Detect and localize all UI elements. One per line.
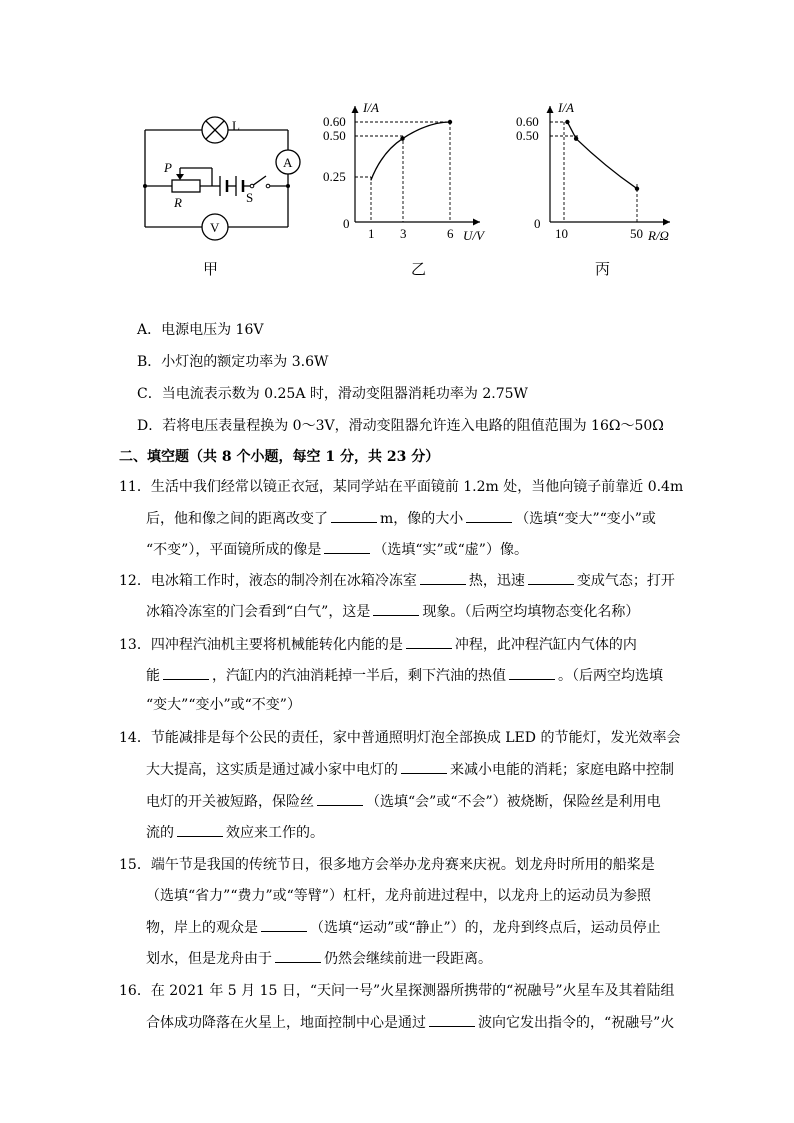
origin-label: 0 bbox=[343, 216, 350, 231]
answer-blank[interactable] bbox=[429, 1012, 475, 1027]
x-axis-label: R/Ω bbox=[648, 228, 669, 243]
data-point bbox=[635, 186, 639, 190]
y-tick-050: 0.50 bbox=[323, 128, 346, 143]
graph-yi bbox=[315, 98, 505, 248]
answer-blank[interactable] bbox=[406, 634, 452, 649]
ammeter-label: A bbox=[283, 155, 293, 170]
q16-line1: 16．在 2021 年 5 月 15 日，“天问一号”火星探测器所携带的“祝融号”火星车及其着陆组 bbox=[119, 983, 675, 999]
switch-label: S bbox=[246, 190, 254, 205]
q13-line2: 能 ，汽缸内的汽油消耗掉一半后，剩下汽油的热值 。（后两空均选填 bbox=[146, 665, 663, 686]
data-point bbox=[574, 136, 578, 140]
iu-curve bbox=[371, 122, 450, 180]
q14-line1: 14．节能减排是每个公民的责任，家中普通照明灯泡全部换成 LED 的节能灯，发光效率会 bbox=[119, 730, 681, 746]
answer-blank[interactable] bbox=[163, 665, 209, 680]
x-tick-6: 6 bbox=[447, 226, 454, 241]
x-axis-label: U/V bbox=[463, 228, 484, 243]
q15-line1: 15．端午节是我国的传统节日，很多地方会举办龙舟赛来庆祝。划龙舟时所用的船桨是 bbox=[119, 857, 655, 873]
data-point bbox=[400, 136, 404, 140]
y-axis-label: I/A bbox=[558, 100, 574, 115]
circuit-diagram bbox=[140, 110, 305, 245]
origin-label: 0 bbox=[534, 216, 541, 231]
ir-points bbox=[565, 120, 639, 191]
figure-caption-yi: 乙 bbox=[411, 260, 427, 278]
q16-line2: 合体成功降落在火星上，地面控制中心是通过 波向它发出指令的，“祝融号”火 bbox=[146, 1012, 674, 1033]
q14-line4: 流的 效应来工作的。 bbox=[146, 822, 324, 843]
q15-line4: 划水，但是龙舟由于 仍然会继续前进一段距离。 bbox=[146, 948, 492, 969]
x-tick-50: 50 bbox=[630, 226, 643, 241]
y-tick-060: 0.60 bbox=[516, 114, 539, 129]
x-tick-3: 3 bbox=[400, 226, 407, 241]
y-tick-060: 0.60 bbox=[323, 114, 346, 129]
x-tick-10: 10 bbox=[555, 226, 568, 241]
answer-blank[interactable] bbox=[373, 601, 419, 616]
q15-line2: （选填“省力”“费力”或“等臂”）杠杆，龙舟前进过程中，以龙舟上的运动员为参照 bbox=[146, 888, 651, 904]
iu-points bbox=[400, 120, 452, 141]
section-heading: 二、填空题（共 8 个小题，每空 1 分，共 23 分） bbox=[119, 449, 440, 465]
q15-line3: 物，岸上的观众是 （选填“运动”或“静止”）的，龙舟到终点后，运动员停止 bbox=[146, 917, 661, 938]
graph-bing bbox=[510, 98, 700, 248]
q11-line3: “不变”），平面镜所成的像是 （选填“实”或“虚”）像。 bbox=[146, 539, 528, 560]
q12-line2: 冰箱冷冻室的门会看到“白气”，这是 现象。（后两空均填物态变化名称） bbox=[146, 601, 639, 622]
data-point bbox=[565, 120, 569, 124]
option-b: B．小灯泡的额定功率为 3.6W bbox=[137, 354, 329, 370]
figure-caption-bing: 丙 bbox=[595, 260, 611, 278]
option-a: A．电源电压为 16V bbox=[137, 322, 264, 338]
answer-blank[interactable] bbox=[401, 759, 447, 774]
q11-line2: 后，他和像之间的距离改变了 m，像的大小 （选填“变大”“变小”或 bbox=[146, 508, 656, 529]
answer-blank[interactable] bbox=[317, 791, 363, 806]
slider-label: P bbox=[164, 160, 172, 175]
y-tick-050: 0.50 bbox=[516, 128, 539, 143]
answer-blank[interactable] bbox=[331, 508, 377, 523]
q14-line3: 电灯的开关被短路，保险丝 （选填“会”或“不会”）被烧断，保险丝是利用电 bbox=[146, 791, 661, 812]
option-d: D．若将电压表量程换为 0～3V，滑动变阻器允许连入电路的阻值范围为 16Ω～50Ω bbox=[137, 418, 664, 434]
ir-curve bbox=[567, 122, 637, 189]
q14-line2: 大大提高，这实质是通过减小家中电灯的 来减小电能的消耗；家庭电路中控制 bbox=[146, 759, 674, 780]
rheostat-label: R bbox=[174, 195, 182, 210]
q13-line1: 13．四冲程汽油机主要将机械能转化内能的是 冲程，此冲程汽缸内气体的内 bbox=[119, 634, 637, 655]
q11-line1: 11．生活中我们经常以镜正衣冠，某同学站在平面镜前 1.2m 处，当他向镜子前靠近 0.4m bbox=[119, 479, 684, 495]
lamp-label: L bbox=[232, 118, 240, 133]
answer-blank[interactable] bbox=[528, 570, 574, 585]
y-tick-025: 0.25 bbox=[323, 169, 346, 184]
answer-blank[interactable] bbox=[261, 917, 307, 932]
q12-line1: 12．电冰箱工作时，液态的制冷剂在冰箱冷冻室 热，迅速 变成气态；打开 bbox=[119, 570, 675, 591]
answer-blank[interactable] bbox=[275, 948, 321, 963]
option-c: C．当电流表示数为 0.25A 时，滑动变阻器消耗功率为 2.75W bbox=[137, 386, 528, 402]
figure-caption-jia: 甲 bbox=[203, 260, 219, 278]
answer-blank[interactable] bbox=[420, 570, 466, 585]
q13-line3: “变大”“变小”或“不变”） bbox=[146, 697, 301, 713]
y-axis-label: I/A bbox=[363, 100, 379, 115]
answer-blank[interactable] bbox=[466, 508, 512, 523]
answer-blank[interactable] bbox=[177, 822, 223, 837]
data-point bbox=[448, 120, 452, 124]
voltmeter-label: V bbox=[210, 220, 220, 235]
answer-blank[interactable] bbox=[509, 665, 555, 680]
x-tick-1: 1 bbox=[368, 226, 375, 241]
answer-blank[interactable] bbox=[324, 539, 370, 554]
